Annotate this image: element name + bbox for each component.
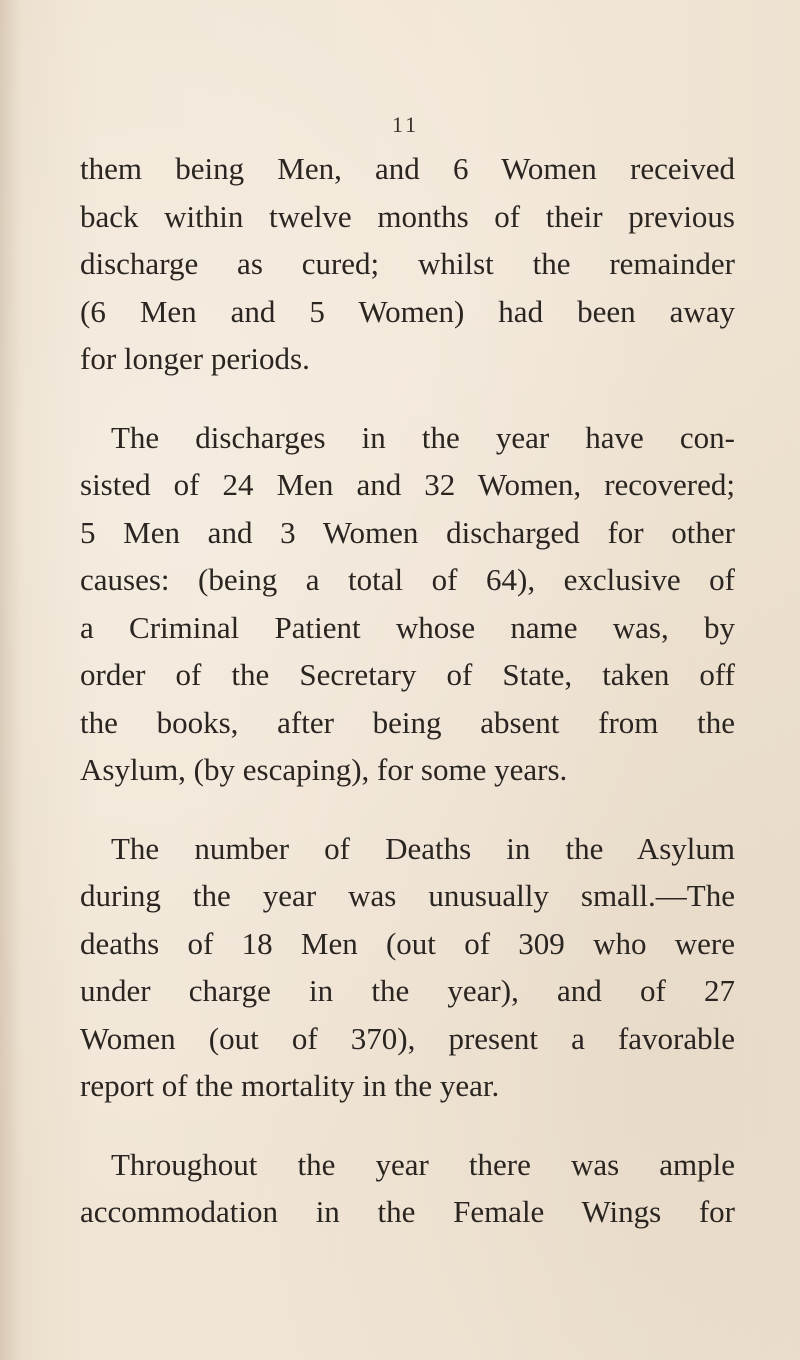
text-line: them being Men, and 6 Women received bbox=[80, 151, 735, 186]
page-number: 11 bbox=[392, 112, 420, 137]
text-line: report of the mortality in the year. bbox=[80, 1068, 500, 1103]
paragraph-4 bbox=[80, 1141, 735, 1236]
paragraph-2 bbox=[80, 414, 735, 794]
text-line: 5 Men and 3 Women discharged for other bbox=[80, 514, 735, 550]
text-line: (6 Men and 5 Women) had been away bbox=[80, 293, 735, 329]
text-line: Throughout the year there was ample bbox=[111, 1146, 735, 1182]
text-line: back within twelve months of their previous bbox=[80, 198, 735, 234]
body-text bbox=[80, 145, 735, 1267]
text-line: Asylum, (by escaping), for some years. bbox=[80, 752, 568, 787]
paragraph-1 bbox=[80, 145, 735, 383]
text-line: accommodation in the Female Wings for bbox=[80, 1194, 735, 1229]
paragraph-3 bbox=[80, 825, 735, 1110]
text-line: The number of Deaths in the Asylum bbox=[111, 830, 735, 866]
text-line: for longer periods. bbox=[80, 341, 310, 376]
text-line: deaths of 18 Men (out of 309 who were bbox=[80, 925, 735, 961]
text-line: a Criminal Patient whose name was, by bbox=[80, 609, 735, 645]
text-line: Women (out of 370), present a favorable bbox=[80, 1020, 735, 1056]
text-line: sisted of 24 Men and 32 Women, recovered; bbox=[80, 467, 735, 502]
text-line: order of the Secretary of State, taken off bbox=[80, 657, 735, 692]
text-line: under charge in the year), and of 27 bbox=[80, 973, 735, 1008]
text-line: The discharges in the year have con- bbox=[111, 419, 735, 455]
text-line: the books, after being absent from the bbox=[80, 704, 735, 740]
text-line: during the year was unusually small.—The bbox=[80, 878, 735, 913]
text-line: discharge as cured; whilst the remainder bbox=[80, 246, 735, 281]
text-line: causes: (being a total of 64), exclusive of bbox=[80, 562, 735, 597]
page-gutter-shadow bbox=[0, 0, 22, 1360]
